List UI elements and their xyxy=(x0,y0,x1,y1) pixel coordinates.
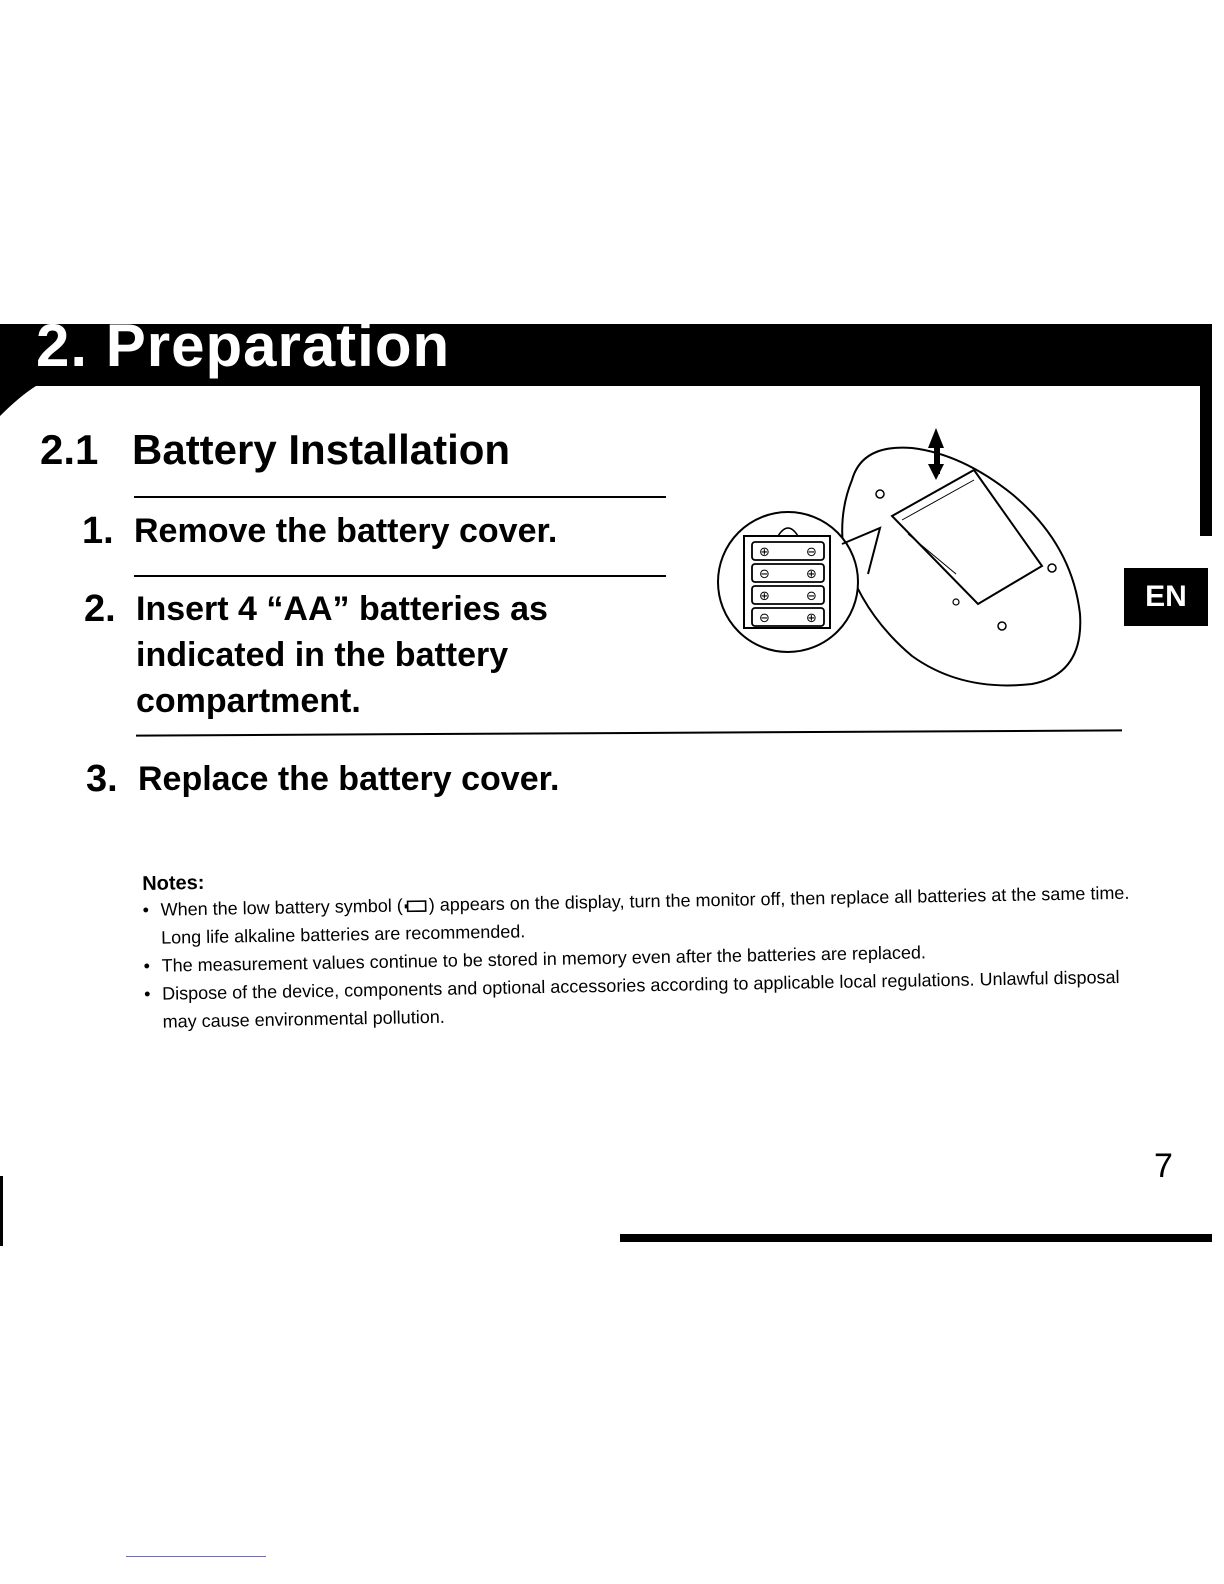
note-1-text-b: ) appears on the display, turn the monitor off, then replace all batteries at the same time. Long life alkaline batteries are recommended. xyxy=(160,882,1130,948)
divider xyxy=(134,575,666,577)
page-number: 7 xyxy=(1154,1147,1173,1185)
svg-text:⊕: ⊕ xyxy=(759,589,770,604)
step-1-number: 1. xyxy=(82,510,114,552)
battery-cover xyxy=(892,470,1042,604)
svg-text:⊖: ⊖ xyxy=(759,567,770,582)
step-2 xyxy=(84,586,616,724)
note-item: • Dispose of the device, components and optional accessories according to applicable local regulations. Unlawful disposal may cause environmental pollution. xyxy=(144,963,1135,1036)
notes-title: Notes: xyxy=(142,871,205,895)
svg-text:⊕: ⊕ xyxy=(806,567,817,582)
left-margin-mark xyxy=(0,1176,3,1246)
svg-text:⊕: ⊕ xyxy=(806,611,817,626)
step-2-number: 2. xyxy=(84,588,116,630)
step-2-text: Insert 4 “AA” batteries as indicated in the battery compartment. xyxy=(136,590,548,720)
note-item: • The measurement values continue to be stored in memory even after the batteries are replaced. xyxy=(143,935,1133,980)
low-battery-icon xyxy=(405,900,427,912)
section-title-text: Battery Installation xyxy=(132,426,511,473)
section-title xyxy=(40,422,510,478)
notes-list xyxy=(142,879,1134,1036)
divider xyxy=(134,496,666,498)
step-1 xyxy=(82,508,674,554)
right-edge-rule xyxy=(1200,386,1212,536)
language-tab: EN xyxy=(1124,568,1208,626)
step-3 xyxy=(86,756,738,802)
header-tail-decoration xyxy=(0,386,36,434)
step-3-number: 3. xyxy=(86,758,118,800)
bottom-underline xyxy=(126,1556,266,1557)
svg-text:⊖: ⊖ xyxy=(806,589,817,604)
chapter-title: 2. Preparation xyxy=(36,312,451,379)
battery-installation-illustration xyxy=(712,424,1092,696)
svg-text:⊖: ⊖ xyxy=(806,545,817,560)
step-3-text: Replace the battery cover. xyxy=(138,760,560,798)
divider xyxy=(136,729,1122,736)
section-number: 2.1 xyxy=(40,426,99,473)
step-1-text: Remove the battery cover. xyxy=(134,512,558,550)
svg-text:⊕: ⊕ xyxy=(759,545,770,560)
svg-text:⊖: ⊖ xyxy=(759,611,770,626)
note-1-text-a: When the low battery symbol ( xyxy=(160,895,403,920)
footer-rule xyxy=(620,1234,1212,1242)
notes-block xyxy=(142,855,1135,1036)
